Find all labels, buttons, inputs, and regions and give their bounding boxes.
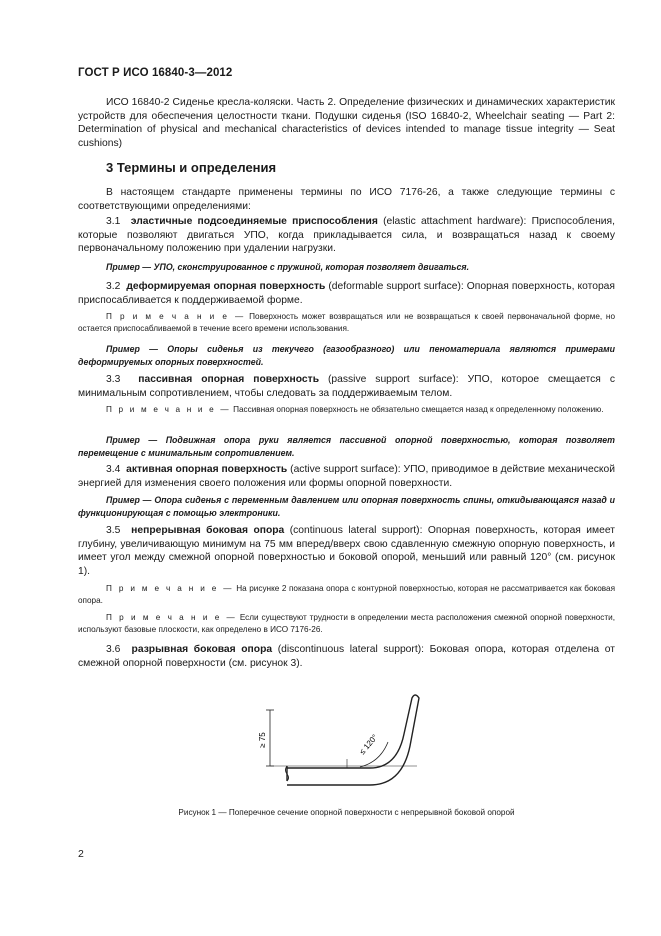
note-3-2 [78,311,615,336]
term-number: 3.5 [106,525,121,536]
note-label: П р и м е ч а н и е — [106,613,237,622]
term-definition: УПО, приводимое в действие механической энергией для изменения своего положения или формы опорной поверхности. [78,464,615,489]
term-name: деформируемая опорная поверхность [126,281,326,292]
term-number: 3.2 [106,281,121,292]
term-definition: Боковая опора, которая отделена от смежной опорной поверхности (см. рисунок 3). [78,644,615,669]
example-3-2: Пример — Опоры сиденья из текучего (газообразного) или пеноматериала являются примерами деформируемых опорных поверхностей. [78,344,615,367]
term-english: (active support surface): [290,464,401,475]
document-header: ГОСТ Р ИСО 16840-3—2012 [78,67,233,79]
term-3-3 [78,373,615,400]
note-label: П р и м е ч а н и е — [106,312,246,321]
term-definition: Приспособления, которые позволяют двигаться УПО, когда прикладывается сила, и возвращаться назад к своему первоначальному положению при удалении нагрузки. [78,216,615,255]
figure-caption: Рисунок 1 — Поперечное сечение опорной поверхности с непрерывной боковой опорой [178,808,515,817]
section-title: 3 Термины и определения [106,160,277,175]
term-number: 3.3 [106,374,121,385]
support-surface-outline [287,695,419,785]
term-english: (passive support surface): [328,374,459,385]
reference-text: ИСО 16840-2 Сиденье кресла-коляски. Часть 2. Определение физических и динамических характеристик устройств для обеспечения целостности ткани. Подушки сиденья (ISO 16840-2, Wheelchair seating — Part 2: Determination of physical and mechanical characteristics of devices intended to manage tissue integrity — Seat cushions) [78,97,615,149]
term-3-6 [78,643,615,670]
term-name: непрерывная боковая опора [131,525,285,536]
note-3-3 [78,404,615,416]
term-number: 3.6 [106,644,121,655]
term-name: активная опорная поверхность [126,464,288,475]
example-3-4: Пример — Опора сиденья с переменным давлением или опорная поверхность спины, откидывающаяся назад и функционирующая с помощью электроники. [78,495,615,518]
note-text: На рисунке 2 показана опора с контурной поверхностью, которая не рассматривается как боковая опора. [78,584,616,606]
note-text: Пассивная опорная поверхность не обязательно смещается назад к определенному положению. [233,405,604,414]
note-text: Если существуют трудности в определении места расположения смежной опорной поверхности, используют базовые плоскости, как определено в ИСО 7176-26. [78,613,615,635]
figure-1-cross-section [232,688,432,794]
term-english: (deformable support surface): [328,281,464,292]
term-3-4 [78,463,615,490]
example-3-1: Пример — УПО, сконструированное с пружиной, которая позволяет двигаться. [106,262,470,272]
note-text: Поверхность может возвращаться или не возвращаться к своей первоначальной форме, но остается приспосабливаемой в течение всего времени использования. [78,312,616,334]
example-3-3: Пример — Подвижная опора руки является пассивной опорной поверхностью, которая позволяет перемещение с минимальным сопротивлением. [78,435,615,458]
note-label: П р и м е ч а н и е — [106,584,234,593]
term-name: эластичные подсоединяемые приспособления [130,216,378,227]
term-definition: УПО, которое смещается с минимальным сопротивлением, чтобы следовать за поддерживаемым телом. [78,374,615,399]
note-label: П р и м е ч а н и е — [106,405,231,414]
term-number: 3.4 [106,464,121,475]
term-english: (continuous lateral support): [289,525,423,536]
note-3-5-a [78,583,615,608]
dimension-angle-label: ≤ 120° [357,732,380,757]
term-english: (elastic attachment hardware): [383,216,527,227]
term-name: пассивная опорная поверхность [138,374,320,385]
term-definition: Опорная поверхность, которая приспосабливается к поддерживаемой форме. [78,281,615,306]
term-3-5 [78,524,615,578]
note-3-5-b [78,612,615,637]
term-english: (discontinuous lateral support): [277,644,424,655]
intro-paragraph: В настоящем стандарте применены термины по ИСО 7176-26, а также следующие термины с соответствующими определениями: [78,187,615,212]
term-name: разрывная боковая опора [131,644,273,655]
term-3-1 [78,215,615,256]
dimension-height-label: ≥ 75 [258,732,267,748]
term-3-2 [78,280,615,307]
term-definition: Опорная поверхность, которая имеет глубину, увеличивающую минимум на 75 мм вперед/вверх свою сдавленную смежную опорную поверхность, и имеет угол между смежной опорной поверхностью и боковой опорой, меньший или равный 120° (см. рисунок 1). [78,525,615,577]
normative-reference [78,96,615,150]
term-number: 3.1 [106,216,121,227]
page-number: 2 [78,848,84,860]
